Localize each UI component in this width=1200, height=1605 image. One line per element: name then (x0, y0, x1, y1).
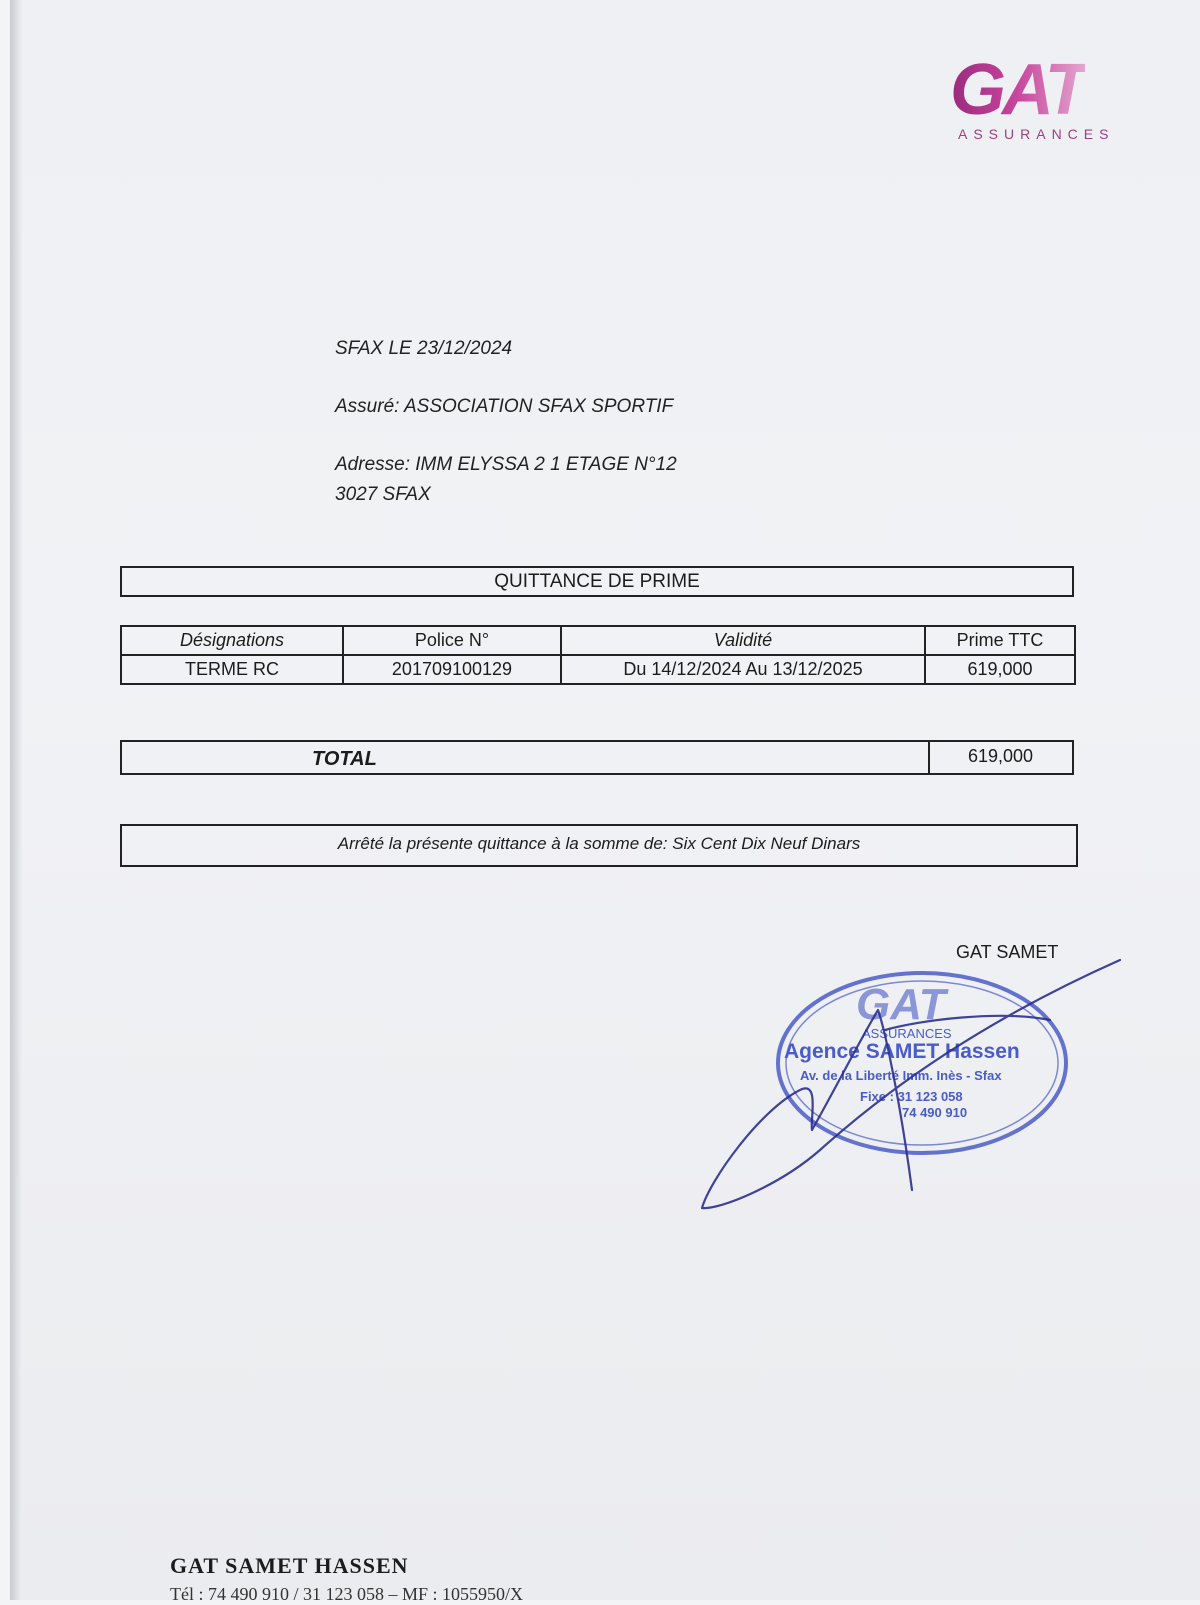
footer-contact: Tél : 74 490 910 / 31 123 058 – MF : 1055950/X (170, 1584, 524, 1604)
stamp-line-4: Fixe : 31 123 058 (860, 1089, 963, 1104)
logo-subtitle: ASSURANCES (958, 126, 1115, 142)
cell-validity: Du 14/12/2024 Au 13/12/2025 (561, 655, 925, 684)
stamp-line-3: Av. de la Liberté Imm. Inès - Sfax (800, 1068, 1002, 1083)
stamp-line-2: Agence SAMET Hassen (784, 1040, 1020, 1063)
address-line-1: Adresse: IMM ELYSSA 2 1 ETAGE N°12 (335, 454, 677, 475)
table-header-row (121, 626, 1075, 655)
table-row (121, 655, 1075, 684)
logo-brand: GAT (950, 50, 1085, 130)
handwritten-signature (700, 950, 1140, 1220)
signatory-name: GAT SAMET (956, 942, 1059, 962)
document-page (10, 0, 1200, 1604)
total-divider (928, 742, 930, 773)
insured-line: Assuré: ASSOCIATION SFAX SPORTIF (335, 396, 674, 417)
page-edge-shadow (10, 0, 22, 1600)
header-prime-ttc: Prime TTC (925, 626, 1075, 655)
cell-designation: TERME RC (121, 655, 343, 684)
header-designations: Désignations (121, 626, 343, 655)
stamp-line-1: ASSURANCES (862, 1026, 952, 1041)
gat-logo (950, 50, 1150, 150)
header-police: Police N° (343, 626, 561, 655)
total-label: TOTAL (312, 748, 377, 770)
footer-agency: GAT SAMET HASSEN (170, 1553, 409, 1578)
address-line-2: 3027 SFAX (335, 484, 431, 505)
total-box (120, 740, 1074, 775)
stamp-brand: GAT (856, 980, 946, 1029)
date-line: SFAX LE 23/12/2024 (335, 338, 513, 359)
premium-table (120, 625, 1076, 685)
header-validite: Validité (561, 626, 925, 655)
receipt-title: QUITTANCE DE PRIME (120, 566, 1074, 597)
cell-prime: 619,000 (925, 655, 1075, 684)
cell-police-number: 201709100129 (343, 655, 561, 684)
amount-in-words: Arrêté la présente quittance à la somme de: Six Cent Dix Neuf Dinars (120, 824, 1078, 867)
stamp-line-5: 74 490 910 (902, 1105, 968, 1120)
total-value: 619,000 (968, 746, 1034, 766)
